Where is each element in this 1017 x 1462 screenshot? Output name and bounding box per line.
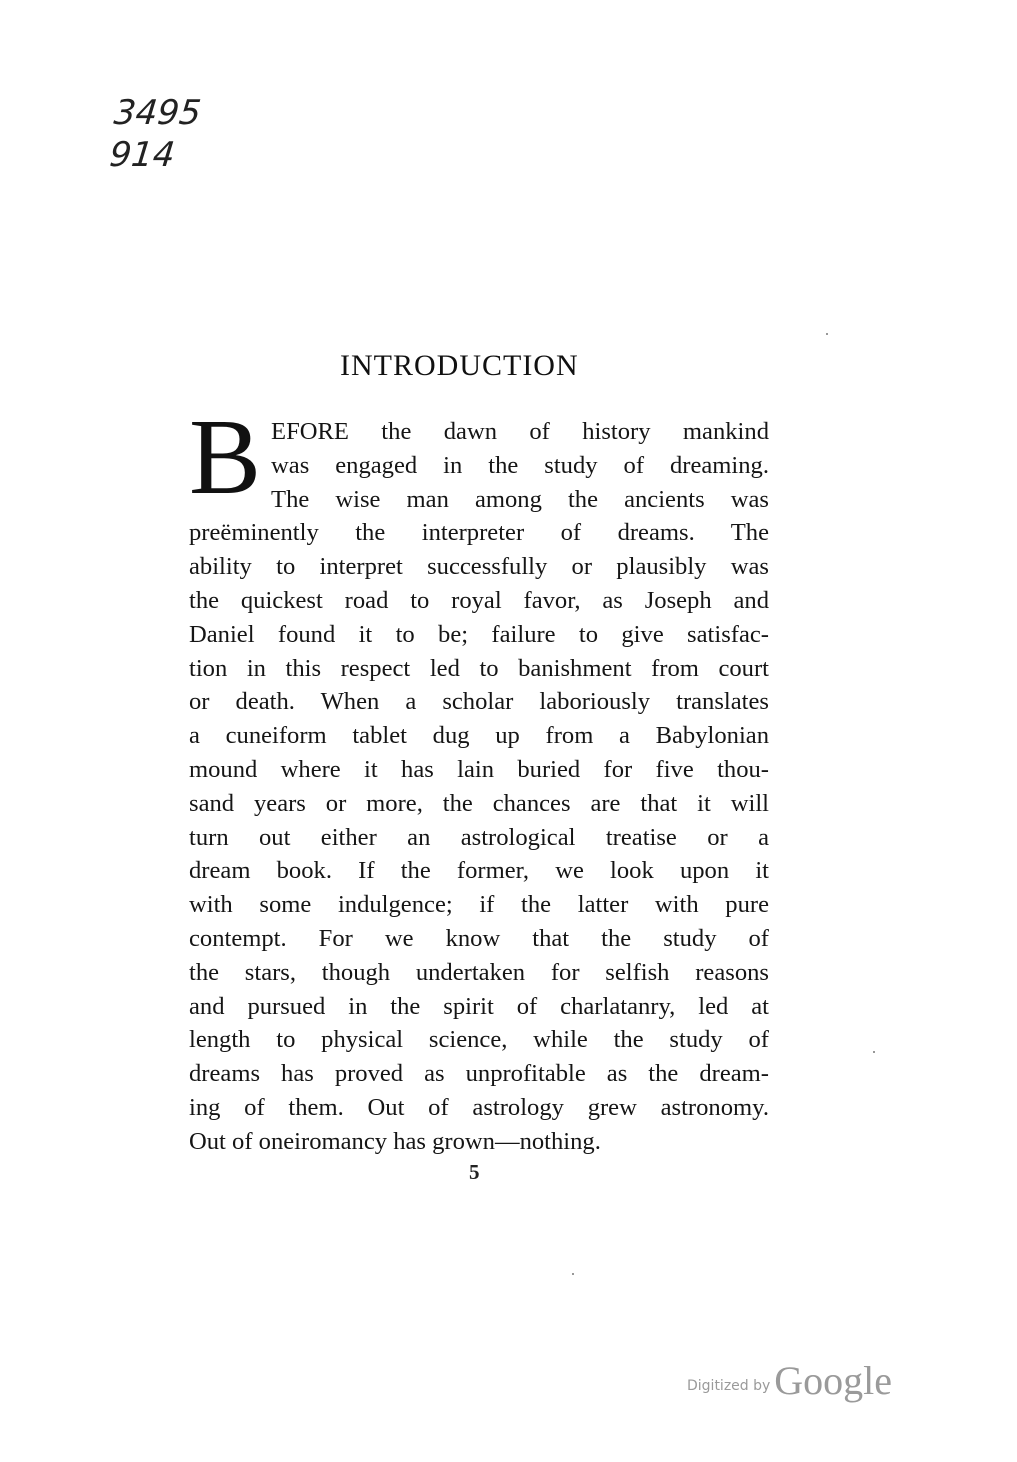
- text-line: a cuneiform tablet dug up from a Babylonian: [189, 722, 769, 750]
- text-line: length to physical science, while the study of: [189, 1026, 769, 1054]
- text-line: was engaged in the study of dreaming.: [271, 451, 769, 479]
- text-line: EFORE the dawn of history mankind: [271, 418, 769, 445]
- google-logo: Google: [774, 1358, 893, 1403]
- handwritten-shelfmark: [108, 92, 203, 176]
- text-line: preëminently the interpreter of dreams. The: [189, 519, 769, 547]
- digitized-by-google-watermark: [687, 1357, 892, 1404]
- chapter-title: INTRODUCTION: [340, 349, 579, 382]
- text-line: contempt. For we know that the study of: [189, 924, 769, 952]
- text-line: tion in this respect led to banishment from court: [189, 654, 769, 682]
- text-line: Out of oneiromancy has grown—nothing.: [189, 1127, 601, 1155]
- drop-cap: B: [189, 398, 262, 517]
- text-line: mound where it has lain buried for five thou-: [189, 755, 769, 783]
- text-line: Daniel found it to be; failure to give satisfac-: [189, 620, 769, 648]
- text-line: dream book. If the former, we look upon it: [189, 857, 769, 885]
- shelfmark-line-1: 3495: [112, 93, 203, 133]
- text-line: the stars, though undertaken for selfish reasons: [189, 958, 769, 986]
- text-line: turn out either an astrological treatise or a: [189, 823, 769, 851]
- text-line: ing of them. Out of astrology grew astronomy.: [189, 1093, 769, 1121]
- text-line: with some indulgence; if the latter with pure: [189, 891, 769, 919]
- text-line: dreams has proved as unprofitable as the dream-: [189, 1060, 769, 1088]
- text-line: sand years or more, the chances are that it will: [189, 789, 769, 817]
- text-line: or death. When a scholar laboriously translates: [189, 688, 769, 716]
- text-line: the quickest road to royal favor, as Joseph and: [189, 586, 769, 614]
- scan-speck: [572, 1273, 574, 1275]
- watermark-prefix: Digitized by: [687, 1378, 771, 1394]
- page-number: 5: [469, 1160, 480, 1184]
- text-line: ability to interpret successfully or plausibly was: [189, 553, 769, 581]
- scan-speck: [826, 333, 828, 335]
- shelfmark-line-2: 914: [107, 135, 177, 175]
- text-line: and pursued in the spirit of charlatanry, led at: [189, 992, 769, 1020]
- scan-speck: [873, 1051, 875, 1053]
- body-text: [189, 398, 769, 1159]
- text-line: The wise man among the ancients was: [271, 485, 769, 513]
